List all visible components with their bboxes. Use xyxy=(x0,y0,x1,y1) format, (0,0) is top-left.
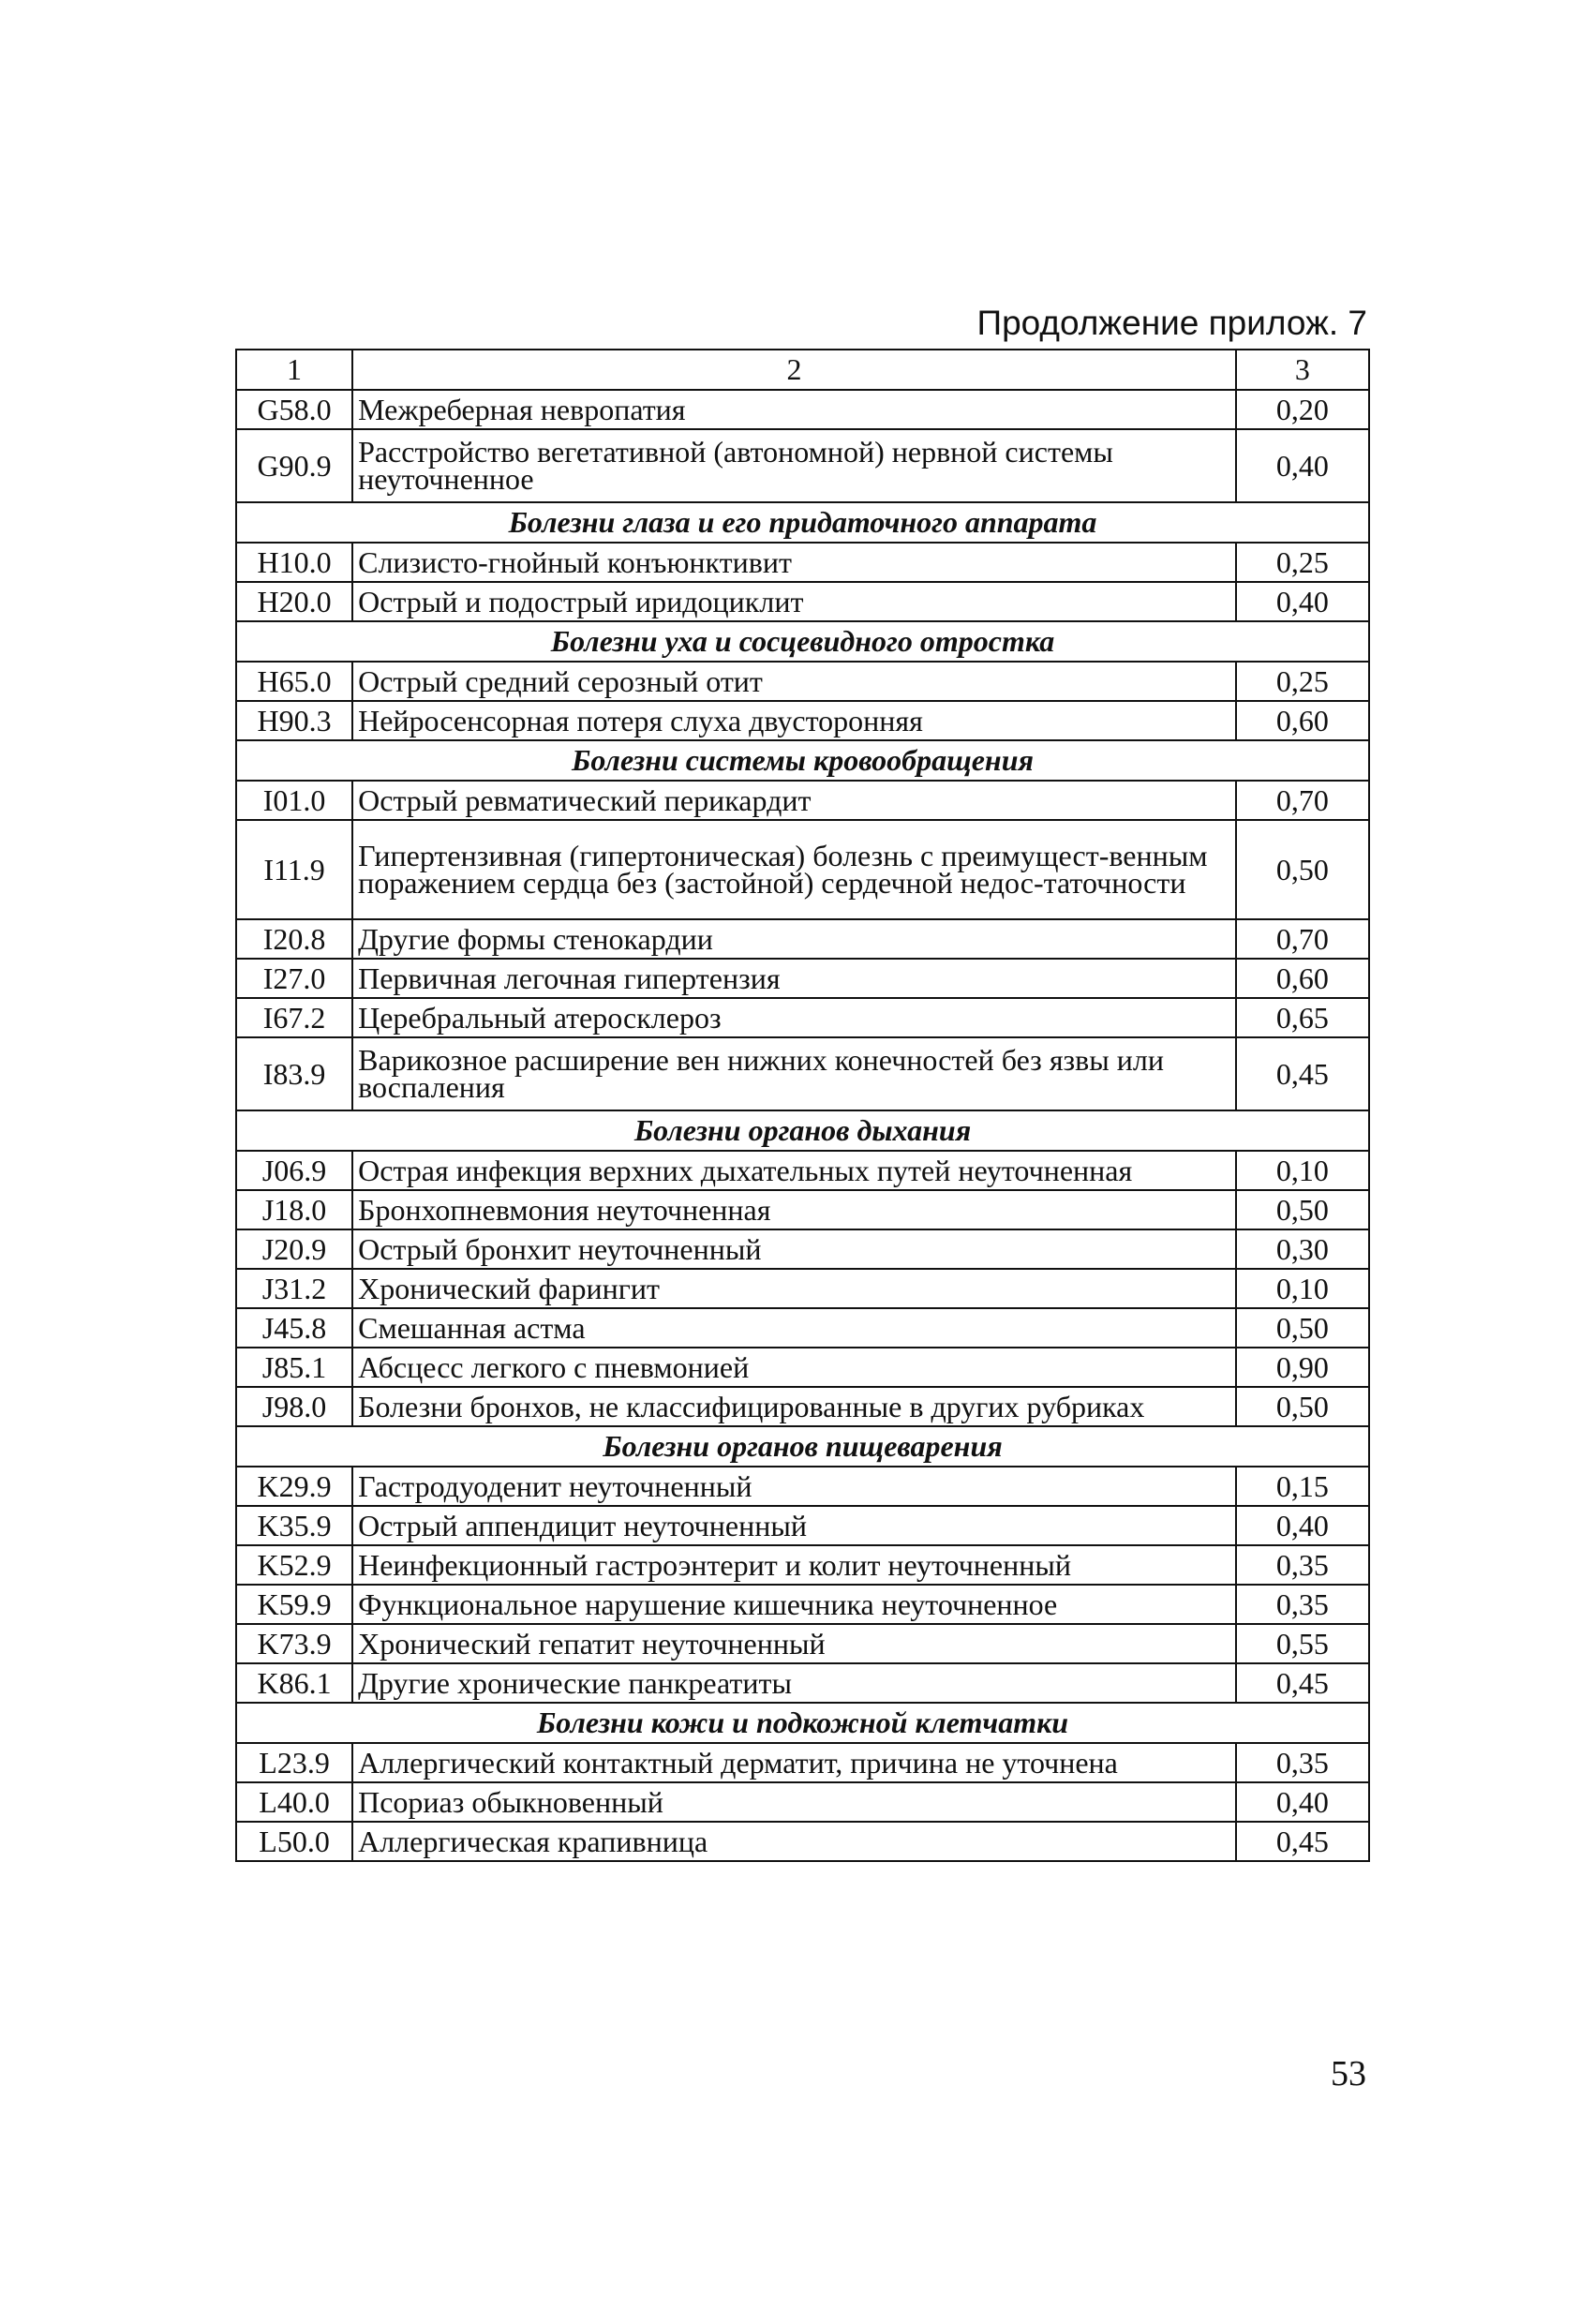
section-header-row xyxy=(236,1110,1369,1151)
coefficient-cell: 0,15 xyxy=(1236,1467,1369,1506)
page-number: 53 xyxy=(1331,2054,1366,2093)
diagnosis-name-cell: Варикозное расширение вен нижних конечностей без язвы или воспаления xyxy=(352,1037,1236,1110)
table-row xyxy=(236,1585,1369,1624)
diagnosis-code-cell: I83.9 xyxy=(236,1037,352,1110)
diagnosis-name-cell: Гастродуоденит неуточненный xyxy=(352,1467,1236,1506)
table-row xyxy=(236,1037,1369,1110)
table-row xyxy=(236,781,1369,820)
coefficient-cell: 0,70 xyxy=(1236,919,1369,959)
diagnosis-name-cell: Острый аппендицит неуточненный xyxy=(352,1506,1236,1545)
diagnosis-name-cell: Неинфекционный гастроэнтерит и колит неуточненный xyxy=(352,1545,1236,1585)
diagnosis-code-cell: H90.3 xyxy=(236,701,352,740)
coefficient-cell: 0,40 xyxy=(1236,1506,1369,1545)
table-row xyxy=(236,429,1369,502)
coefficient-cell: 0,35 xyxy=(1236,1545,1369,1585)
table-row xyxy=(236,1743,1369,1782)
table-row xyxy=(236,1348,1369,1387)
table-row xyxy=(236,959,1369,998)
diagnosis-code-cell: K59.9 xyxy=(236,1585,352,1624)
diagnosis-name-cell: Расстройство вегетативной (автономной) нервной системы неуточненное xyxy=(352,429,1236,502)
table-row xyxy=(236,1822,1369,1861)
diagnosis-code-cell: K35.9 xyxy=(236,1506,352,1545)
diagnosis-code-cell: G58.0 xyxy=(236,390,352,429)
coefficient-cell: 0,25 xyxy=(1236,543,1369,582)
column-number-2: 2 xyxy=(352,350,1236,390)
table-row xyxy=(236,1190,1369,1229)
table-row xyxy=(236,1387,1369,1426)
diagnosis-code-cell: H65.0 xyxy=(236,662,352,701)
diagnosis-code-cell: K86.1 xyxy=(236,1663,352,1703)
diagnosis-code-cell: H10.0 xyxy=(236,543,352,582)
coefficient-cell: 0,25 xyxy=(1236,662,1369,701)
diagnosis-code-cell: K73.9 xyxy=(236,1624,352,1663)
diagnosis-name-cell: Острый и подострый иридоциклит xyxy=(352,582,1236,621)
coefficient-cell: 0,45 xyxy=(1236,1663,1369,1703)
table-row xyxy=(236,390,1369,429)
diagnosis-name-cell: Острый ревматический перикардит xyxy=(352,781,1236,820)
column-number-1: 1 xyxy=(236,350,352,390)
table-row xyxy=(236,998,1369,1037)
diagnosis-coefficient-table xyxy=(235,349,1370,1862)
diagnosis-name-cell: Нейросенсорная потеря слуха двусторонняя xyxy=(352,701,1236,740)
coefficient-cell: 0,60 xyxy=(1236,959,1369,998)
table-row xyxy=(236,543,1369,582)
diagnosis-name-cell: Другие формы стенокардии xyxy=(352,919,1236,959)
table-row xyxy=(236,1663,1369,1703)
coefficient-cell: 0,65 xyxy=(1236,998,1369,1037)
diagnosis-name-cell: Острый средний серозный отит xyxy=(352,662,1236,701)
diagnosis-code-cell: G90.9 xyxy=(236,429,352,502)
table-row xyxy=(236,701,1369,740)
diagnosis-name-cell: Аллергическая крапивница xyxy=(352,1822,1236,1861)
diagnosis-code-cell: K29.9 xyxy=(236,1467,352,1506)
table-row xyxy=(236,582,1369,621)
section-title: Болезни кожи и подкожной клетчатки xyxy=(236,1703,1369,1743)
diagnosis-code-cell: I67.2 xyxy=(236,998,352,1037)
section-header-row xyxy=(236,740,1369,781)
coefficient-cell: 0,50 xyxy=(1236,1308,1369,1348)
diagnosis-code-cell: I01.0 xyxy=(236,781,352,820)
section-title: Болезни уха и сосцевидного отростка xyxy=(236,621,1369,662)
diagnosis-code-cell: L23.9 xyxy=(236,1743,352,1782)
section-title: Болезни системы кровообращения xyxy=(236,740,1369,781)
diagnosis-name-cell: Слизисто-гнойный конъюнктивит xyxy=(352,543,1236,582)
coefficient-cell: 0,30 xyxy=(1236,1229,1369,1269)
table-row xyxy=(236,1467,1369,1506)
table-body xyxy=(236,350,1369,1861)
diagnosis-name-cell: Бронхопневмония неуточненная xyxy=(352,1190,1236,1229)
diagnosis-code-cell: J18.0 xyxy=(236,1190,352,1229)
table-row xyxy=(236,1545,1369,1585)
diagnosis-code-cell: K52.9 xyxy=(236,1545,352,1585)
diagnosis-name-cell: Аллергический контактный дерматит, причина не уточнена xyxy=(352,1743,1236,1782)
coefficient-cell: 0,40 xyxy=(1236,1782,1369,1822)
diagnosis-code-cell: L40.0 xyxy=(236,1782,352,1822)
coefficient-cell: 0,70 xyxy=(1236,781,1369,820)
coefficient-cell: 0,45 xyxy=(1236,1037,1369,1110)
diagnosis-code-cell: J98.0 xyxy=(236,1387,352,1426)
coefficient-cell: 0,40 xyxy=(1236,582,1369,621)
section-header-row xyxy=(236,1703,1369,1743)
diagnosis-name-cell: Абсцесс легкого с пневмонией xyxy=(352,1348,1236,1387)
diagnosis-name-cell: Функциональное нарушение кишечника неуточненное xyxy=(352,1585,1236,1624)
coefficient-cell: 0,40 xyxy=(1236,429,1369,502)
diagnosis-code-cell: J31.2 xyxy=(236,1269,352,1308)
diagnosis-name-cell: Гипертензивная (гипертоническая) болезнь с преимущест-венным поражением сердца без (застойной) сердечной недос-таточности xyxy=(352,820,1236,919)
diagnosis-code-cell: H20.0 xyxy=(236,582,352,621)
diagnosis-name-cell: Хронический фарингит xyxy=(352,1269,1236,1308)
diagnosis-code-cell: I11.9 xyxy=(236,820,352,919)
diagnosis-name-cell: Острая инфекция верхних дыхательных путей неуточненная xyxy=(352,1151,1236,1190)
table-row xyxy=(236,1308,1369,1348)
coefficient-cell: 0,20 xyxy=(1236,390,1369,429)
diagnosis-name-cell: Острый бронхит неуточненный xyxy=(352,1229,1236,1269)
coefficient-cell: 0,35 xyxy=(1236,1585,1369,1624)
appendix-continuation-label: Продолжение прилож. 7 xyxy=(976,304,1367,342)
diagnosis-name-cell: Церебральный атеросклероз xyxy=(352,998,1236,1037)
table-row xyxy=(236,662,1369,701)
section-header-row xyxy=(236,502,1369,543)
diagnosis-code-cell: J20.9 xyxy=(236,1229,352,1269)
coefficient-cell: 0,50 xyxy=(1236,1190,1369,1229)
diagnosis-code-cell: I27.0 xyxy=(236,959,352,998)
coefficient-cell: 0,10 xyxy=(1236,1151,1369,1190)
coefficient-cell: 0,90 xyxy=(1236,1348,1369,1387)
coefficient-cell: 0,45 xyxy=(1236,1822,1369,1861)
coefficient-cell: 0,60 xyxy=(1236,701,1369,740)
coefficient-cell: 0,50 xyxy=(1236,1387,1369,1426)
table-row xyxy=(236,1506,1369,1545)
diagnosis-code-cell: J45.8 xyxy=(236,1308,352,1348)
table-row xyxy=(236,1624,1369,1663)
column-number-3: 3 xyxy=(1236,350,1369,390)
coefficient-cell: 0,55 xyxy=(1236,1624,1369,1663)
section-header-row xyxy=(236,621,1369,662)
diagnosis-name-cell: Межреберная невропатия xyxy=(352,390,1236,429)
diagnosis-name-cell: Первичная легочная гипертензия xyxy=(352,959,1236,998)
column-number-row xyxy=(236,350,1369,390)
table-row xyxy=(236,1269,1369,1308)
diagnosis-name-cell: Болезни бронхов, не классифицированные в других рубриках xyxy=(352,1387,1236,1426)
table-row xyxy=(236,820,1369,919)
table-row xyxy=(236,1229,1369,1269)
section-header-row xyxy=(236,1426,1369,1467)
diagnosis-name-cell: Другие хронические панкреатиты xyxy=(352,1663,1236,1703)
diagnosis-code-cell: I20.8 xyxy=(236,919,352,959)
diagnosis-code-cell: J06.9 xyxy=(236,1151,352,1190)
diagnosis-name-cell: Смешанная астма xyxy=(352,1308,1236,1348)
coefficient-cell: 0,10 xyxy=(1236,1269,1369,1308)
coefficient-cell: 0,50 xyxy=(1236,820,1369,919)
table-row xyxy=(236,919,1369,959)
diagnosis-name-cell: Псориаз обыкновенный xyxy=(352,1782,1236,1822)
table-row xyxy=(236,1151,1369,1190)
diagnosis-code-cell: L50.0 xyxy=(236,1822,352,1861)
section-title: Болезни глаза и его придаточного аппарата xyxy=(236,502,1369,543)
coefficient-cell: 0,35 xyxy=(1236,1743,1369,1782)
table-row xyxy=(236,1782,1369,1822)
section-title: Болезни органов пищеварения xyxy=(236,1426,1369,1467)
section-title: Болезни органов дыхания xyxy=(236,1110,1369,1151)
diagnosis-code-cell: J85.1 xyxy=(236,1348,352,1387)
diagnosis-name-cell: Хронический гепатит неуточненный xyxy=(352,1624,1236,1663)
